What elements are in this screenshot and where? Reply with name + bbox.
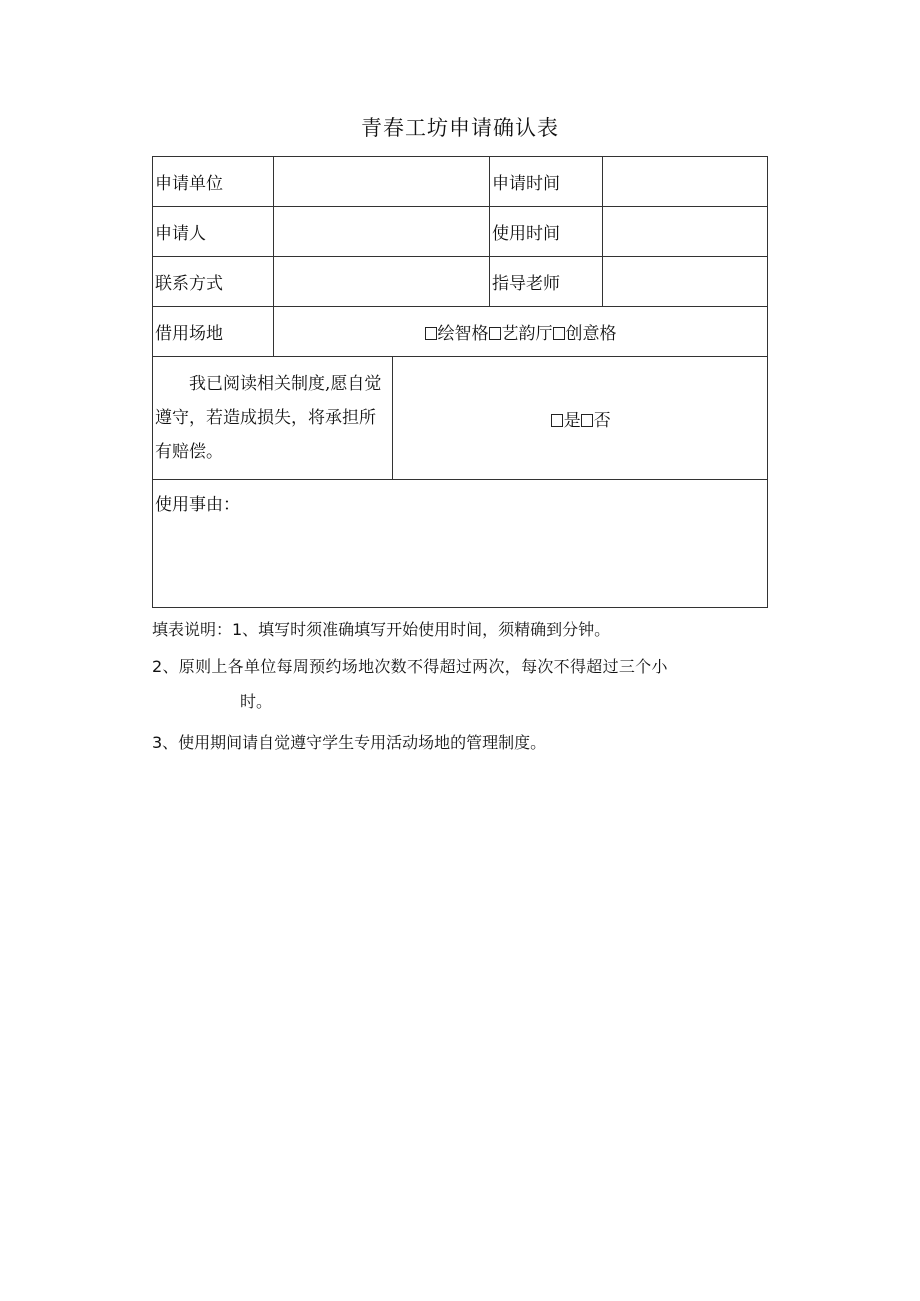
declaration-cell [153, 357, 768, 480]
declaration-text-cell [153, 357, 392, 479]
contact-field[interactable] [274, 257, 490, 307]
application-form-table [152, 156, 768, 608]
checkbox-empty-icon[interactable] [551, 414, 563, 427]
declaration-option-no[interactable] [581, 411, 611, 431]
checkbox-empty-icon[interactable] [425, 327, 437, 340]
instruction-line-1: 填表说明：1、填写时须准确填写开始使用时间，须精确到分钟。 [152, 620, 611, 639]
label-reason: 使用事由： [155, 495, 240, 515]
venue-option-3-label: 创意格 [565, 324, 617, 344]
label-application-time: 申请时间 [490, 157, 603, 207]
checkbox-empty-icon[interactable] [581, 414, 593, 427]
label-advisor: 指导老师 [490, 257, 603, 307]
applicant-field[interactable] [274, 207, 490, 257]
label-contact: 联系方式 [153, 257, 274, 307]
form-row-contact [153, 257, 768, 307]
venue-options [274, 307, 768, 357]
declaration-option-yes-label: 是 [563, 410, 581, 431]
declaration-option-yes[interactable] [551, 411, 581, 431]
reason-cell[interactable] [153, 480, 768, 608]
instruction-line-2: 2、原则上各单位每周预约场地次数不得超过两次，每次不得超过三个小 [152, 657, 668, 676]
application-time-field[interactable] [603, 157, 768, 207]
venue-option-2-label: 艺韵厅 [501, 324, 553, 344]
label-venue: 借用场地 [153, 307, 274, 357]
declaration-option-no-label: 否 [593, 410, 611, 431]
venue-option-2[interactable] [489, 324, 553, 344]
form-row-applicant-unit [153, 157, 768, 207]
form-title: 青春工坊申请确认表 [361, 116, 559, 140]
venue-option-3[interactable] [553, 324, 617, 344]
venue-option-1-label: 绘智格 [437, 324, 489, 344]
advisor-field[interactable] [603, 257, 768, 307]
declaration-table [153, 357, 767, 479]
form-row-declaration [153, 357, 768, 480]
usage-time-field[interactable] [603, 207, 768, 257]
checkbox-empty-icon[interactable] [553, 327, 565, 340]
declaration-options [392, 357, 767, 479]
label-usage-time: 使用时间 [490, 207, 603, 257]
instruction-line-3: 3、使用期间请自觉遵守学生专用活动场地的管理制度。 [152, 733, 547, 752]
instruction-line-2-continued: 时。 [240, 692, 273, 711]
applicant-unit-field[interactable] [274, 157, 490, 207]
label-applicant-unit: 申请单位 [153, 157, 274, 207]
checkbox-empty-icon[interactable] [489, 327, 501, 340]
form-row-applicant [153, 207, 768, 257]
form-row-reason [153, 480, 768, 608]
label-applicant: 申请人 [153, 207, 274, 257]
declaration-text: 我已阅读相关制度,愿自觉遵守，若造成损失，将承担所有赔偿。 [155, 374, 382, 462]
form-row-venue [153, 307, 768, 357]
venue-option-1[interactable] [425, 324, 489, 344]
